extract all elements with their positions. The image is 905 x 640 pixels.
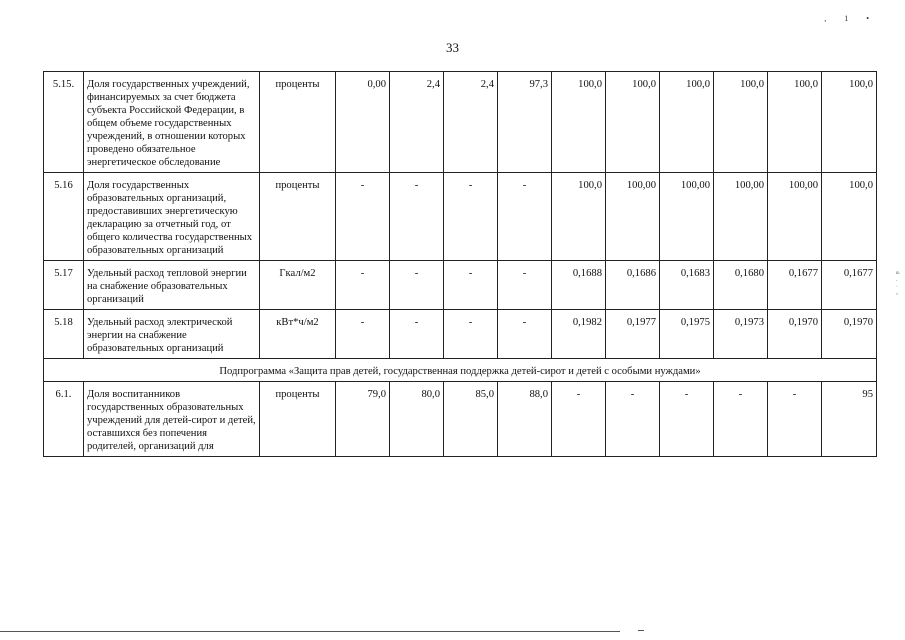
value-cell: 100,00	[768, 173, 822, 261]
table-row	[44, 310, 877, 359]
scan-mark-2: •	[866, 14, 887, 23]
value-cell: 0,1975	[660, 310, 714, 359]
value-cell: 0,1982	[552, 310, 606, 359]
value-cell: 0,1688	[552, 261, 606, 310]
table-row	[44, 173, 877, 261]
value-cell: -	[606, 382, 660, 457]
row-number: 5.18	[44, 310, 84, 359]
value-cell: -	[336, 261, 390, 310]
value-cell: 0,1970	[822, 310, 877, 359]
unit-cell: проценты	[260, 72, 336, 173]
edge-mark-1: a.	[896, 270, 901, 276]
value-cell: 0,1680	[714, 261, 768, 310]
value-cell: -	[444, 310, 498, 359]
value-cell: 2,4	[444, 72, 498, 173]
unit-cell: Гкал/м2	[260, 261, 336, 310]
value-cell: 2,4	[390, 72, 444, 173]
value-cell: 100,00	[714, 173, 768, 261]
value-cell: -	[444, 261, 498, 310]
value-cell: 80,0	[390, 382, 444, 457]
value-cell: 100,0	[822, 72, 877, 173]
edge-mark-4: ›	[896, 291, 898, 297]
row-number: 5.15.	[44, 72, 84, 173]
value-cell: 88,0	[498, 382, 552, 457]
value-cell: 0,1973	[714, 310, 768, 359]
value-cell: 0,1970	[768, 310, 822, 359]
value-cell: 0,1686	[606, 261, 660, 310]
indicator-name: Удельный расход тепловой энергии на снабжение образовательных организаций	[84, 261, 260, 310]
corner-scan-marks	[824, 14, 887, 23]
page-number: 33	[446, 40, 459, 55]
indicator-name: Доля государственных образовательных организаций, предоставивших энергетическую декларацию за отчетный год, от общего количества государственных образовательных организаций	[84, 173, 260, 261]
value-cell: -	[714, 382, 768, 457]
value-cell: 0,00	[336, 72, 390, 173]
value-cell: 100,00	[660, 173, 714, 261]
value-cell: 85,0	[444, 382, 498, 457]
value-cell: 0,1683	[660, 261, 714, 310]
value-cell: -	[336, 310, 390, 359]
scan-mark-1: ,1	[824, 14, 867, 23]
table-row	[44, 382, 877, 457]
row-number: 5.16	[44, 173, 84, 261]
section-row	[44, 359, 877, 382]
subprogram-title: Подпрограмма «Защита прав детей, государственная поддержка детей-сирот и детей с особыми нуждами»	[44, 359, 877, 382]
value-cell: 100,0	[606, 72, 660, 173]
value-cell: 100,00	[606, 173, 660, 261]
value-cell: 100,0	[660, 72, 714, 173]
value-cell: 100,0	[552, 72, 606, 173]
unit-cell: проценты	[260, 173, 336, 261]
row-number: 5.17	[44, 261, 84, 310]
value-cell: -	[498, 310, 552, 359]
indicator-name: Удельный расход электрической энергии на снабжение образовательных организаций	[84, 310, 260, 359]
value-cell: 0,1677	[768, 261, 822, 310]
value-cell: -	[552, 382, 606, 457]
value-cell: -	[498, 261, 552, 310]
value-cell: -	[390, 310, 444, 359]
value-cell: 0,1677	[822, 261, 877, 310]
value-cell: 0,1977	[606, 310, 660, 359]
value-cell: 95	[822, 382, 877, 457]
unit-cell: кВт*ч/м2	[260, 310, 336, 359]
value-cell: -	[498, 173, 552, 261]
value-cell: 97,3	[498, 72, 552, 173]
value-cell: 100,0	[714, 72, 768, 173]
row-number: 6.1.	[44, 382, 84, 457]
edge-mark-2: .	[896, 277, 898, 283]
value-cell: -	[444, 173, 498, 261]
value-cell: -	[390, 173, 444, 261]
value-cell: -	[768, 382, 822, 457]
indicator-name: Доля воспитанников государственных образовательных учреждений для детей-сирот и детей, оставшихся без попечения родителей, организаций для	[84, 382, 260, 457]
value-cell: -	[660, 382, 714, 457]
value-cell: -	[336, 173, 390, 261]
indicator-name: Доля государственных учреждений, финансируемых за счет бюджета субъекта Российской Федерации, в общем объеме государственных учреждений, в отношении которых проведено обязательное энергетическое обследование	[84, 72, 260, 173]
value-cell: 100,0	[822, 173, 877, 261]
value-cell: -	[390, 261, 444, 310]
value-cell: 79,0	[336, 382, 390, 457]
table-row	[44, 72, 877, 173]
value-cell: 100,0	[768, 72, 822, 173]
table-row	[44, 261, 877, 310]
scan-edge-line	[0, 631, 620, 632]
table-body	[44, 72, 877, 457]
edge-scan-marks	[896, 270, 900, 298]
edge-mark-3: ·	[896, 284, 898, 290]
value-cell: 100,0	[552, 173, 606, 261]
indicators-table	[43, 71, 877, 457]
scan-edge-mark	[638, 630, 644, 631]
unit-cell: проценты	[260, 382, 336, 457]
